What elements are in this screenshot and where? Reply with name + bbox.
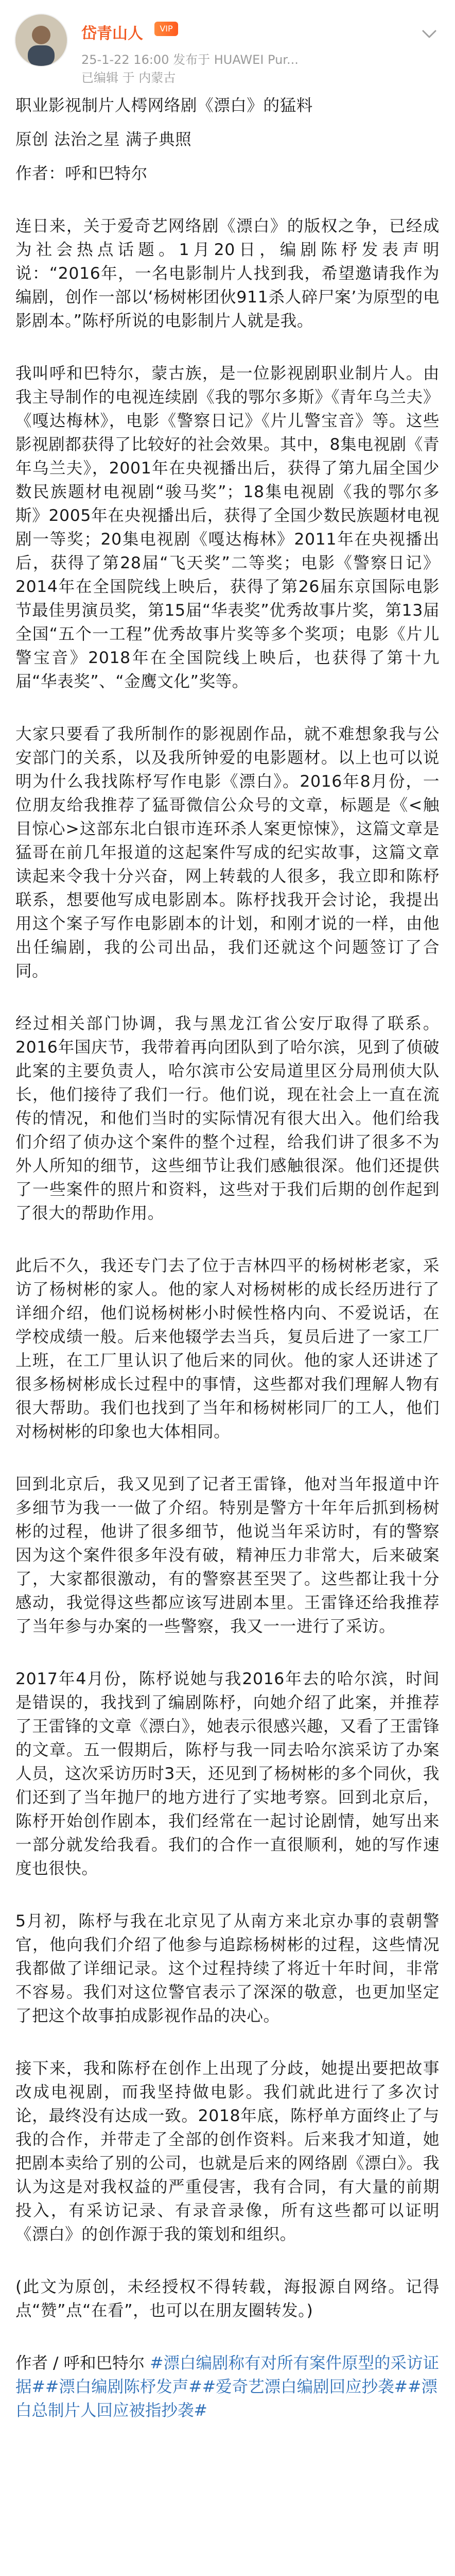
post-body [0,94,455,2422]
article-paragraph: 大家只要看了我所制作的影视剧作品，就不难想象我与公安部门的关系，以及我所钟爱的电影题材。以上也可以说明为什么我找陈杼写作电影《漂白》。2016年8月份，一位朋友给我推荐了猛哥微信公众号的文章，标题是《<触目惊心>这部东北白银市连环杀人案更惊悚》，这篇文章是猛哥在前几年报道的这起案件写成的纪实故事，这篇文章读起来令我十分兴奋，网上转载的人很多，我立即和陈杼联系，想要他写成电影剧本。陈杼找我开会讨论，我提出用这个案子写作电影剧本的计划，和刚才说的一样，由他出任编剧，我的公司出品，我们还就这个问题签订了合同。 [15,725,440,980]
article-paragraph: 我叫呼和巴特尔，蒙古族，是一位影视剧职业制片人。由我主导制作的电视连续剧《我的鄂尔多斯》《青年乌兰夫》《嘎达梅林》，电影《警察日记》《片儿警宝音》等。这些影视剧都获得了比较好的社会效果。其中，8集电视剧《青年乌兰夫》，2001年在央视播出后，获得了第九届全国少数民族题材电视剧“骏马奖”；18集电视剧《我的鄂尔多斯》2005年在央视播出后，获得了全国少数民族题材电视剧一等奖；20集电视剧《嘎达梅林》2011年在央视播出后，获得了第28届“飞天奖”二等奖；电影《警察日记》2014年在全国院线上映后，获得了第26届东京国际电影节最佳男演员奖，第15届“华表奖”优秀故事片奖，第13届全国“五个一工程”优秀故事片奖等多个奖项；电影《片儿警宝音》2018年在全国院线上映后，也获得了第十九届“华表奖”、“金鹰文化”奖等。 [15,364,440,691]
byline: 作者 / 呼和巴特尔 [15,2354,145,2372]
article-paragraph: 2017年4月份，陈杼说她与我2016年去的哈尔滨，时间是错误的，我找到了编剧陈杼，向她介绍了此案，并推荐了王雷锋的文章《漂白》，她表示很感兴趣，又看了王雷锋的文章。五一假期后，陈杼与我一同去哈尔滨采访了办案人员，这次采访历时3天，还见到了杨树彬的多个同伙，我们还到了当年抛尸的地方进行了实地考察。回到北京后，陈杼开始创作剧本，我们经常在一起讨论剧情，她写出来一部分就发给我看。我们的合作一直很顺利，她的写作速度也很快。 [15,1670,440,1878]
article-source: 原创 法治之星 满子典照 [15,130,192,149]
hashtag[interactable]: #漂白编剧称有对所有案件原型的采访证据# [15,2354,440,2396]
post-time: 25-1-22 16:00 发布于 HUAWEI Pur... [81,53,299,67]
article-title: 职业影视制片人樗网络剧《漂白》的猛料 [15,96,313,115]
post-meta [81,49,299,86]
post-location: 已编辑 于 内蒙古 [81,71,176,85]
hashtag[interactable]: #爱奇艺漂白编剧回应抄袭# [202,2378,408,2396]
article-paragraph: 回到北京后，我又见到了记者王雷锋，他对当年报道中许多细节为我一一做了介绍。特别是警方十年年后抓到杨树彬的过程，他讲了很多细节，他说当年采访时，有的警察因为这个案件很多年没有破，精神压力非常大，后来破案了，大家都很激动，有的警察甚至哭了。这些都让我十分感动，我觉得这些都应该写进剧本里。王雷锋还给我推荐了当年参与办案的一些警察，我又一一进行了采访。 [15,1475,440,1636]
author-avatar[interactable] [14,13,68,67]
article-paragraph: 连日来，关于爱奇艺网络剧《漂白》的版权之争，已经成为社会热点话题。1月20日，编剧陈杼发表声明说：“2016年，一名电影制片人找到我，希望邀请我作为编剧，创作一部以‘杨树彬团伙911杀人碎尸案’为原型的电影剧本。”陈杼所说的电影制片人就是我。 [15,217,440,330]
article-paragraph: 接下来，我和陈杼在创作上出现了分歧，她提出要把故事改成电视剧，而我坚持做电影。我们就此进行了多次讨论，最终没有达成一致。2018年底，陈杼单方面终止了与我的合作，并带走了全部的创作资料。后来我才知道，她把剧本卖给了别的公司，也就是后来的网络剧《漂白》。我认为这是对我权益的严重侵害，我有合同，有大量的前期投入，有采访记录、有录音录像，所有这些都可以证明《漂白》的创作源于我的策划和组织。 [15,2059,440,2244]
author-name[interactable]: 岱青山人 [81,25,143,43]
vip-badge: VIP [154,22,178,36]
tag-line [15,2351,440,2422]
article-author: 作者：呼和巴特尔 [15,164,148,183]
article-paragraph: 5月初，陈杼与我在北京见了从南方来北京办事的袁朝警官，他向我们介绍了他参与追踪杨树彬的过程，这些情况我都做了详细记录。这个过程持续了将近十年时间，非常不容易。我们对这位警官表示了深深的敬意，也更加坚定了把这个故事拍成影视作品的决心。 [15,1912,440,2025]
avatar-image [15,14,67,66]
article-paragraph: 经过相关部门协调，我与黑龙江省公安厅取得了联系。2016年国庆节，我带着再向团队到了哈尔滨，见到了侦破此案的主要负责人，哈尔滨市公安局道里区分局刑侦大队长，他们接待了我们一行。他们说，现在社会上一直在流传的情况，和他们当时的实际情况有很大出入。他们给我们介绍了侦办这个案件的整个过程，给我们讲了很多不为外人所知的细节，这些细节让我们感触很深。他们还提供了一些案件的照片和资料，这些对于我们后期的创作起到了很大的帮助作用。 [15,1014,440,1223]
article-paragraph: (此文为原创，未经授权不得转载，海报源自网络。记得点“赞”点“在看”，也可以在朋友圈转发。) [15,2278,440,2320]
hashtag[interactable]: #漂白编剧陈杼发声# [45,2378,202,2396]
article-paragraph: 此后不久，我还专门去了位于吉林四平的杨树彬老家，采访了杨树彬的家人。他的家人对杨树彬的成长经历进行了详细介绍，他们说杨树彬小时候性格内向、不爱说话，在学校成绩一般。后来他辍学去当兵，复员后进了一家工厂上班，在工厂里认识了他后来的同伙。他的家人还讲述了很多杨树彬成长过程中的事情，这些都对我们理解人物有很大帮助。我们也找到了当年和杨树彬同厂的工人，他们对杨树彬的印象也大体相同。 [15,1257,440,1441]
hashtag[interactable]: #漂白总制片人回应被指抄袭# [15,2378,437,2420]
post-header [0,0,455,85]
more-options-icon[interactable] [419,24,440,44]
